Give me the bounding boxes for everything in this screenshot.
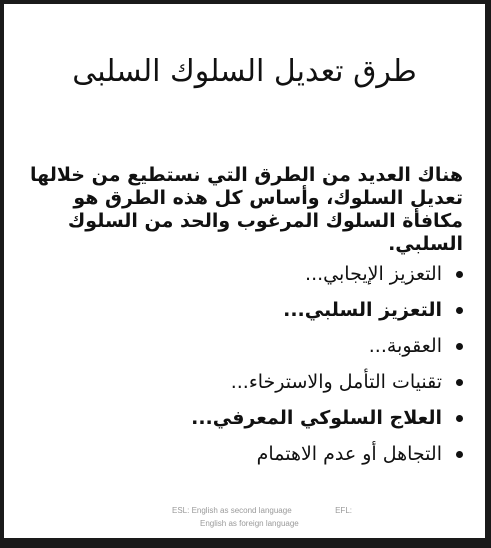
- bullet-dot-icon: [456, 451, 463, 458]
- bullet-text: التعزيز السلبي...: [283, 299, 442, 321]
- bullet-item: [63, 400, 463, 436]
- bullet-item: [63, 436, 463, 472]
- bullet-text: العلاج السلوكي المعرفي...: [191, 407, 442, 429]
- bullet-text: العقوبة...: [368, 335, 442, 357]
- bullet-text: التعزيز الإيجابي...: [305, 263, 442, 285]
- bullet-text: تقنيات التأمل والاسترخاء...: [230, 371, 442, 393]
- footer-esl: ESL: English as second language: [172, 506, 292, 515]
- footer-row: [172, 504, 352, 517]
- intro-paragraph: هناك العديد من الطرق التي نستطيع من خلالها تعديل السلوك، وأساس كل هذه الطرق هو مكافأة السلوك المرغوب والحد من السلوك السلبي.: [30, 164, 463, 255]
- bullet-text: التجاهل أو عدم الاهتمام: [256, 443, 442, 465]
- footer-efl-label: EFL:: [335, 506, 352, 515]
- bullet-item: [63, 328, 463, 364]
- bullet-item: [63, 256, 463, 292]
- bullet-dot-icon: [456, 307, 463, 314]
- bullet-list: [63, 256, 463, 472]
- footer-efl-text: English as foreign language: [200, 519, 299, 528]
- bullet-item: [63, 364, 463, 400]
- slide-footer: [172, 504, 352, 530]
- bullet-item: [63, 292, 463, 328]
- slide: [4, 4, 485, 538]
- bullet-dot-icon: [456, 379, 463, 386]
- slide-title: طرق تعديل السلوك السلبى: [72, 54, 417, 89]
- bullet-dot-icon: [456, 343, 463, 350]
- bullet-dot-icon: [456, 271, 463, 278]
- bullet-dot-icon: [456, 415, 463, 422]
